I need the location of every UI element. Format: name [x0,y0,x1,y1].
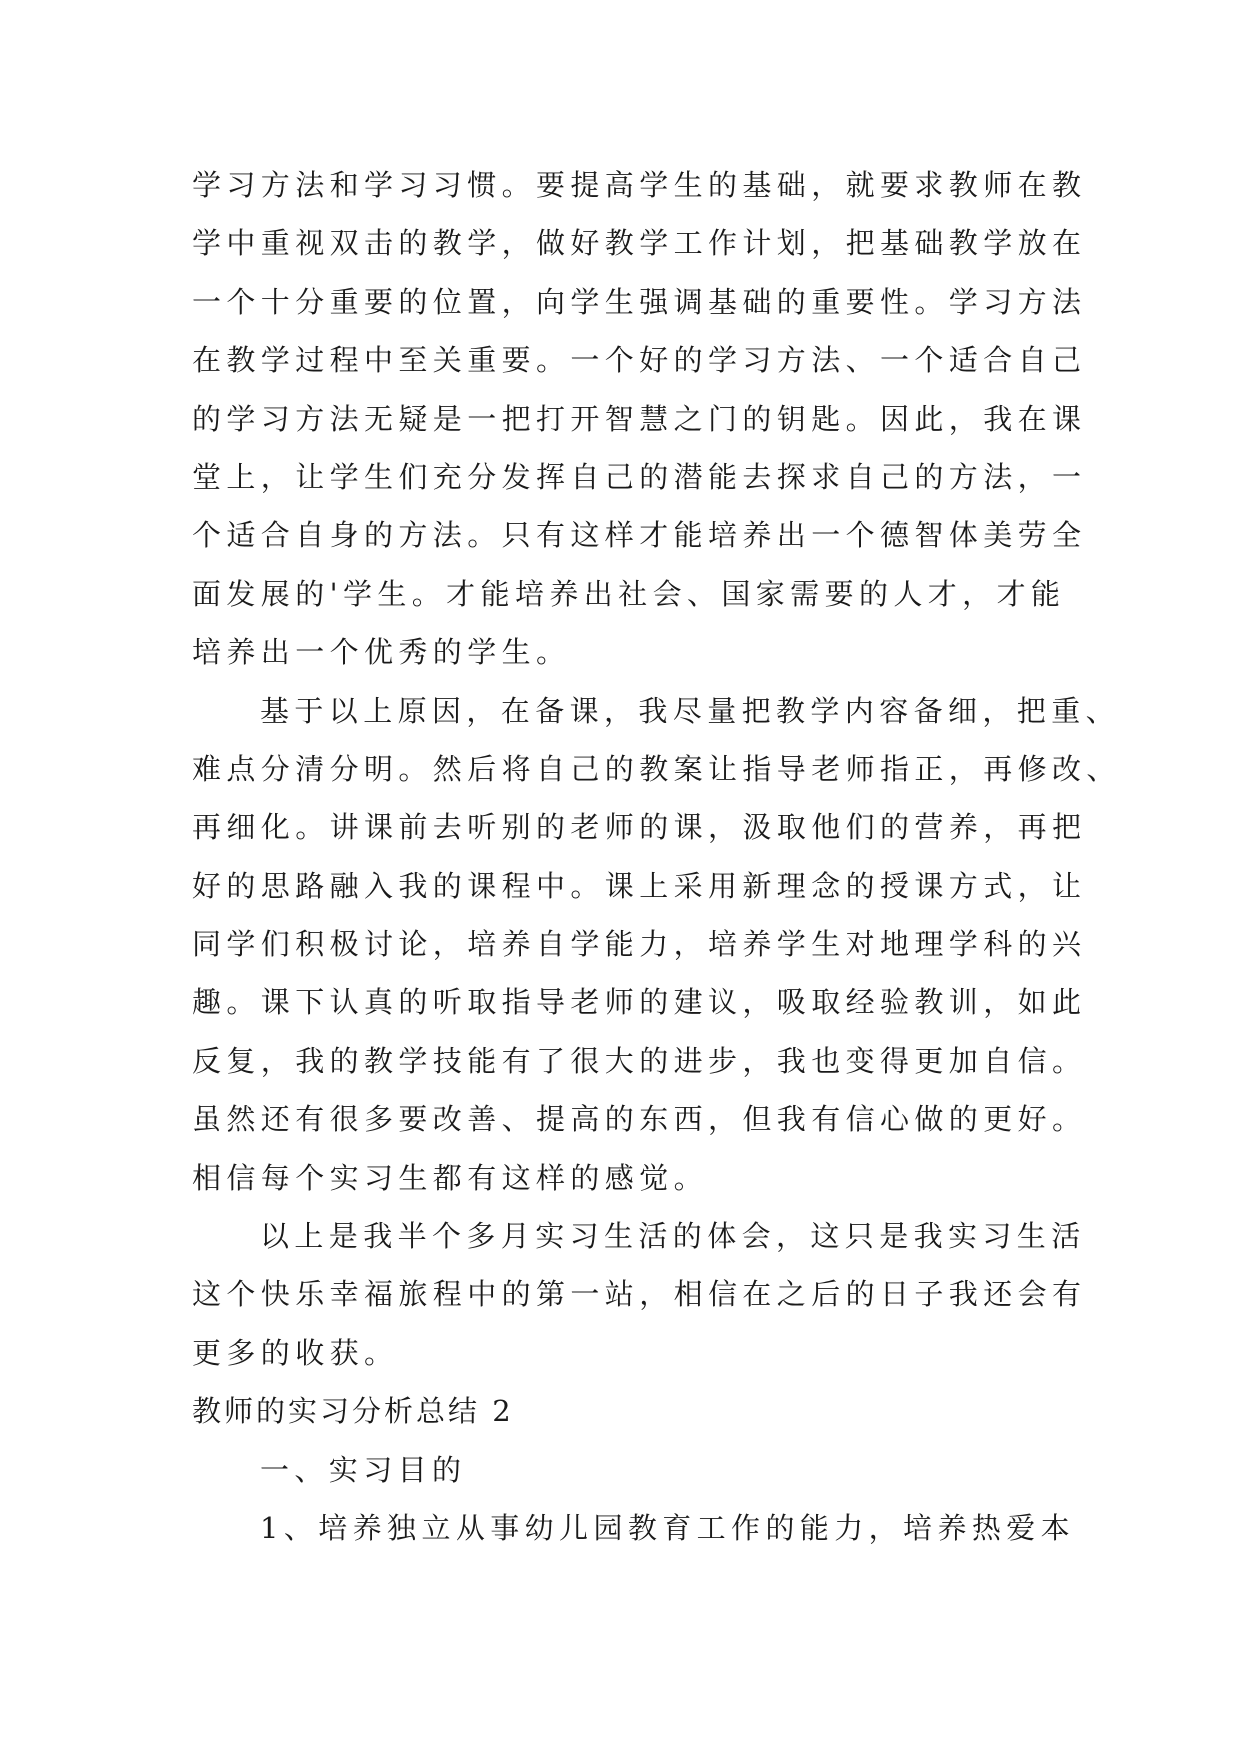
paragraph-line: 相信每个实习生都有这样的感觉。 [192,1160,709,1195]
paragraph-line: 面发展的'学生。才能培养出社会、国家需要的人才，才能 [192,576,1066,611]
paragraph-3 [192,1207,1087,1382]
paragraph-2 [192,682,1121,1208]
paragraph-line: 难点分清分明。然后将自己的教案让指导老师指正，再修改、 [192,751,1121,786]
paragraph-line: 趣。课下认真的听取指导老师的建议，吸取经验教训，如此 [192,985,1087,1020]
paragraph-line: 一个十分重要的位置，向学生强调基础的重要性。学习方法 [192,284,1087,319]
paragraph-line: 基于以上原因，在备课，我尽量把教学内容备细，把重、 [260,693,1121,728]
section-title: 教师的实习分析总结 2 [192,1394,514,1429]
paragraph-line: 堂上，让学生们充分发挥自己的潜能去探求自己的方法，一 [192,459,1087,494]
document-body [192,156,1121,1557]
paragraph-line: 更多的收获。 [192,1335,399,1370]
subheading: 一、实习目的 [260,1452,467,1487]
paragraph-line: 虽然还有很多要改善、提高的东西，但我有信心做的更好。 [192,1102,1087,1137]
list-item: 1、培养独立从事幼儿园教育工作的能力，培养热爱本 [260,1510,1076,1545]
paragraph-1 [192,156,1087,682]
paragraph-line: 同学们积极讨论，培养自学能力，培养学生对地理学科的兴 [192,927,1087,962]
paragraph-line: 个适合自身的方法。只有这样才能培养出一个德智体美劳全 [192,518,1087,553]
paragraph-line: 好的思路融入我的课程中。课上采用新理念的授课方式，让 [192,868,1087,903]
paragraph-line: 反复，我的教学技能有了很大的进步，我也变得更加自信。 [192,1043,1087,1078]
paragraph-line: 以上是我半个多月实习生活的体会，这只是我实习生活 [260,1219,1086,1254]
paragraph-line: 这个快乐幸福旅程中的第一站，相信在之后的日子我还会有 [192,1277,1087,1312]
paragraph-line: 学中重视双击的教学，做好教学工作计划，把基础教学放在 [192,226,1087,261]
paragraph-line: 在教学过程中至关重要。一个好的学习方法、一个适合自己 [192,343,1087,378]
paragraph-line: 培养出一个优秀的学生。 [192,635,571,670]
paragraph-line: 再细化。讲课前去听别的老师的课，汲取他们的营养，再把 [192,810,1087,845]
paragraph-line: 的学习方法无疑是一把打开智慧之门的钥匙。因此，我在课 [192,401,1087,436]
paragraph-line: 学习方法和学习习惯。要提高学生的基础，就要求教师在教 [192,168,1087,202]
